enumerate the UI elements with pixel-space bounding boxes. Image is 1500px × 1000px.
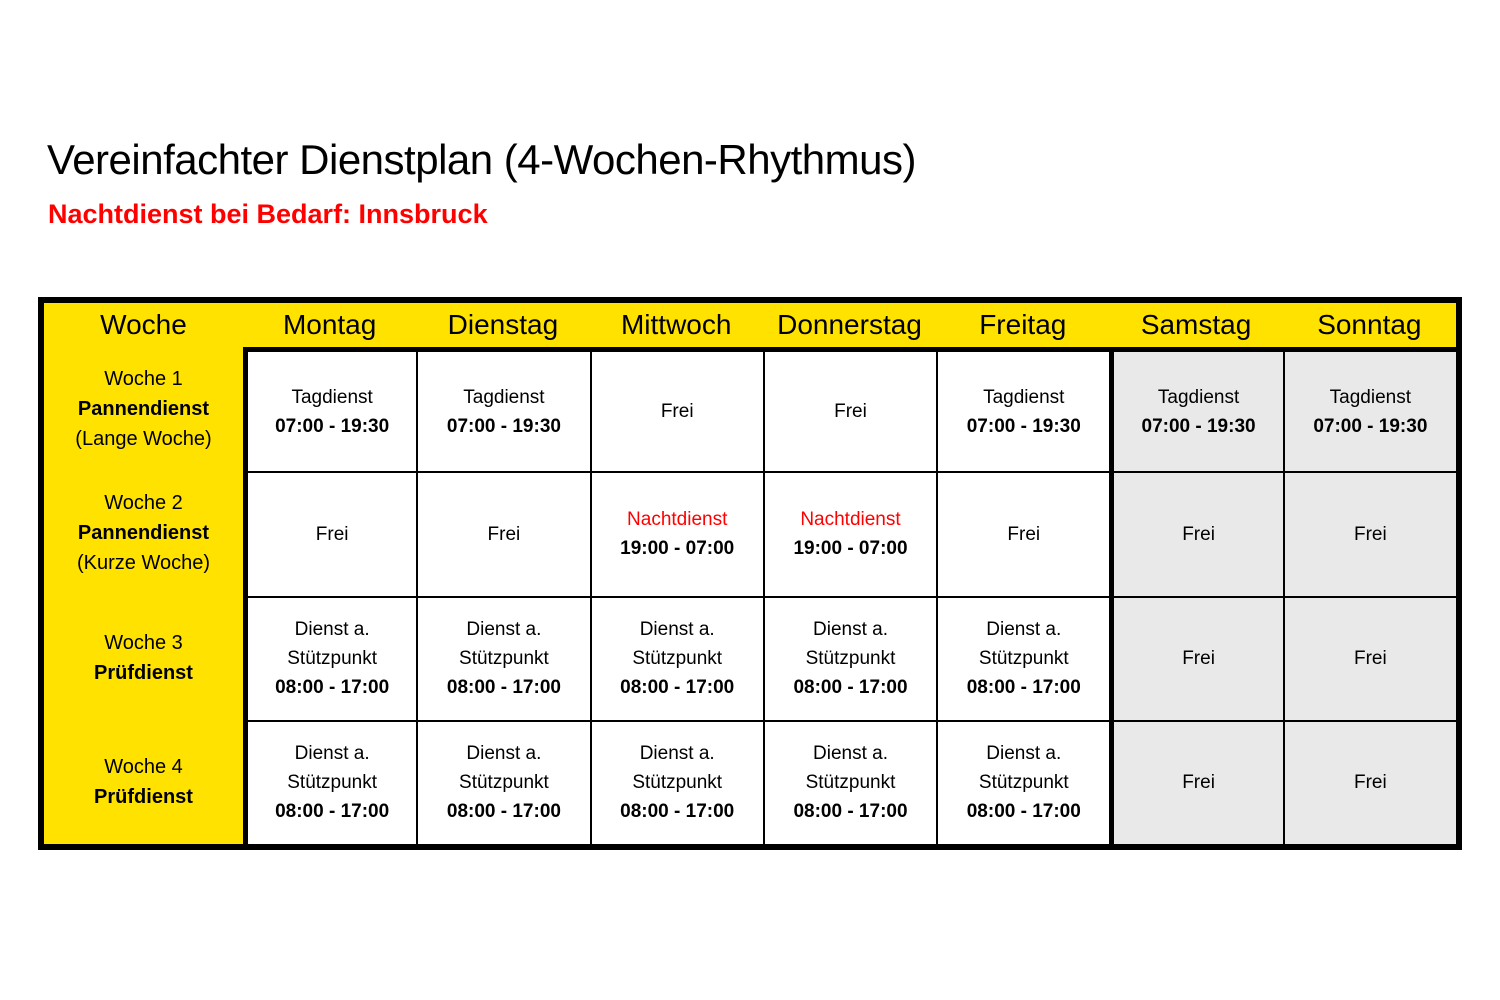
cell-w2-montag: Frei (243, 471, 416, 595)
cell-w1-sonntag: Tagdienst 07:00 - 19:30 (1283, 347, 1456, 471)
column-header-dienstag: Dienstag (447, 309, 559, 340)
column-header-woche: Woche (100, 309, 187, 340)
week-service: Prüfdienst (94, 661, 193, 684)
cell-w2-sonntag: Frei (1283, 471, 1456, 595)
week-service: Pannendienst (77, 398, 210, 421)
cell-w3-donnerstag: Dienst a. Stützpunkt 08:00 - 17:00 (763, 596, 936, 720)
week-name: Woche 4 (104, 755, 183, 778)
column-header-samstag: Samstag (1140, 309, 1252, 340)
week-name: Woche 1 (104, 368, 183, 391)
column-header-sonntag: Sonntag (1317, 309, 1422, 340)
cell-w4-dienstag: Dienst a. Stützpunkt 08:00 - 17:00 (416, 720, 589, 844)
cell-w4-sonntag: Frei (1283, 720, 1456, 844)
cell-w1-freitag: Tagdienst 07:00 - 19:30 (936, 347, 1109, 471)
column-header-montag: Montag (282, 309, 377, 340)
cell-w1-montag: Tagdienst 07:00 - 19:30 (243, 347, 416, 471)
cell-w2-dienstag: Frei (416, 471, 589, 595)
page-title: Vereinfachter Dienstplan (4-Wochen-Rhythmus) (47, 136, 916, 183)
cell-w4-freitag: Dienst a. Stützpunkt 08:00 - 17:00 (936, 720, 1109, 844)
week-label-4 (44, 720, 243, 844)
week-note: (Kurze Woche) (76, 552, 210, 575)
cell-w4-donnerstag: Dienst a. Stützpunkt 08:00 - 17:00 (763, 720, 936, 844)
column-header-donnerstag: Donnerstag (777, 309, 922, 340)
column-header-mittwoch: Mittwoch (620, 309, 732, 340)
cell-w1-mittwoch: Frei (590, 347, 763, 471)
cell-w3-montag: Dienst a. Stützpunkt 08:00 - 17:00 (243, 596, 416, 720)
cell-w1-dienstag: Tagdienst 07:00 - 19:30 (416, 347, 589, 471)
week-service: Pannendienst (77, 522, 210, 545)
cell-w3-samstag: Frei (1109, 596, 1282, 720)
cell-w3-dienstag: Dienst a. Stützpunkt 08:00 - 17:00 (416, 596, 589, 720)
cell-w2-samstag: Frei (1109, 471, 1282, 595)
cell-w3-sonntag: Frei (1283, 596, 1456, 720)
cell-w2-mittwoch: Nachtdienst 19:00 - 07:00 (590, 471, 763, 595)
schedule-table (38, 297, 1462, 850)
week-label-3 (44, 596, 243, 720)
week-label-1 (44, 347, 243, 471)
cell-w2-donnerstag: Nachtdienst 19:00 - 07:00 (763, 471, 936, 595)
cell-w4-montag: Dienst a. Stützpunkt 08:00 - 17:00 (243, 720, 416, 844)
cell-w2-freitag: Frei (936, 471, 1109, 595)
cell-w3-mittwoch: Dienst a. Stützpunkt 08:00 - 17:00 (590, 596, 763, 720)
page-subtitle: Nachtdienst bei Bedarf: Innsbruck (48, 199, 488, 229)
week-label-2 (44, 471, 243, 595)
week-note: (Lange Woche) (75, 428, 212, 451)
week-name: Woche 2 (104, 492, 183, 515)
column-header-freitag: Freitag (979, 309, 1067, 340)
cell-w4-mittwoch: Dienst a. Stützpunkt 08:00 - 17:00 (590, 720, 763, 844)
week-name: Woche 3 (104, 631, 183, 654)
cell-w1-samstag: Tagdienst 07:00 - 19:30 (1109, 347, 1282, 471)
cell-w3-freitag: Dienst a. Stützpunkt 08:00 - 17:00 (936, 596, 1109, 720)
week-service: Prüfdienst (94, 785, 193, 808)
cell-w4-samstag: Frei (1109, 720, 1282, 844)
cell-w1-donnerstag: Frei (763, 347, 936, 471)
